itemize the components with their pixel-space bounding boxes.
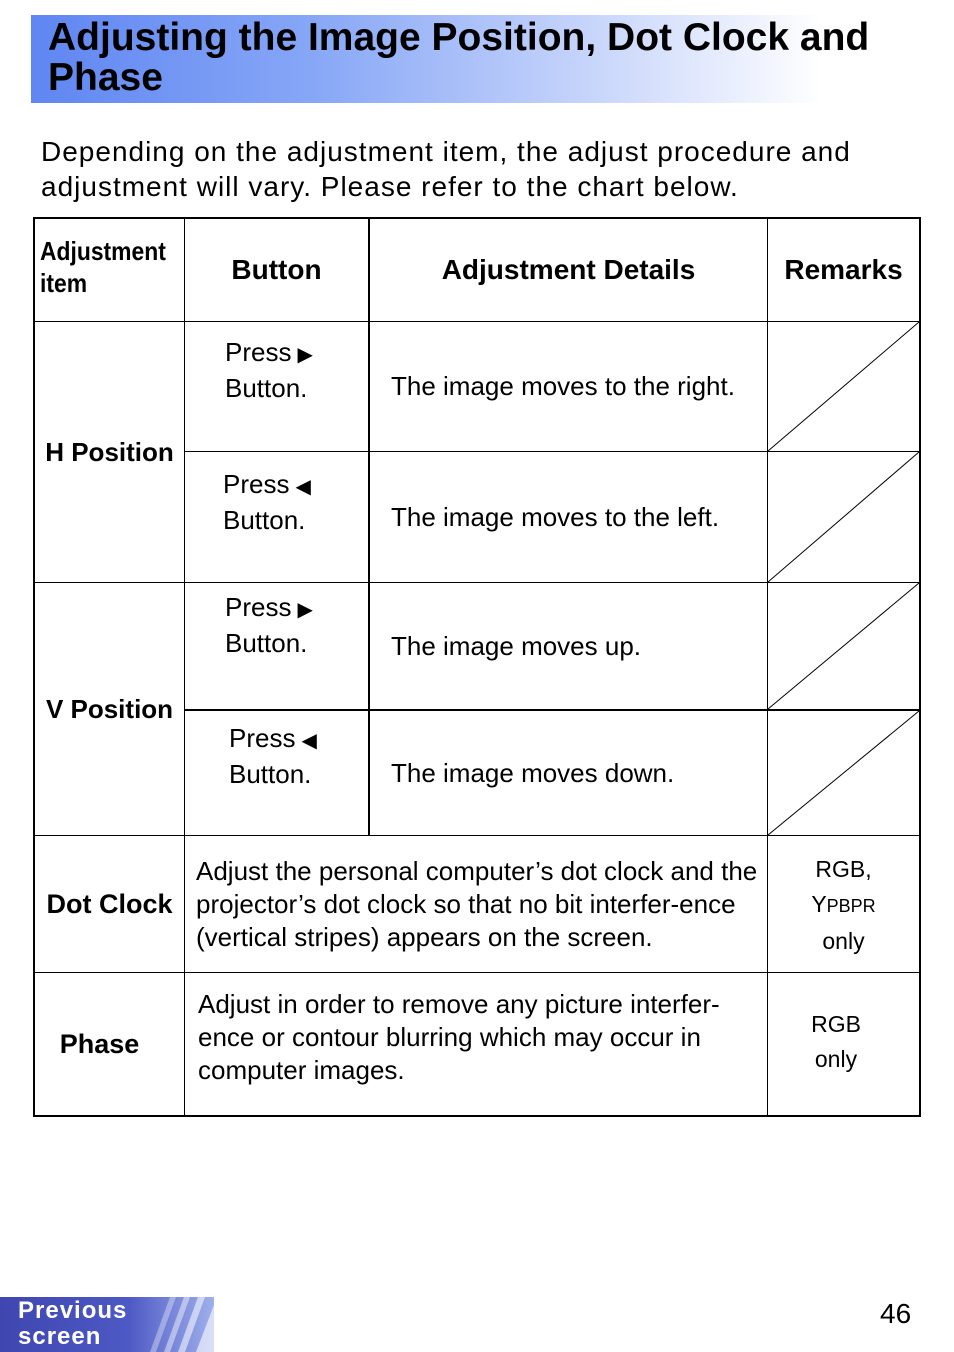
detail-moves-right: The image moves to the right. (391, 371, 735, 401)
page-number: 46 (880, 1298, 912, 1329)
detail-moves-left: The image moves to the left. (391, 501, 720, 532)
right-triangle-icon: ▶ (297, 344, 313, 366)
item-h-position: H Position (45, 436, 174, 467)
item-v-position: V Position (45, 693, 174, 724)
button-press-right-v: Press ▶ Button. (225, 592, 313, 658)
item-phase: Phase (59, 1028, 140, 1059)
detail-moves-down: The image moves down. (391, 757, 675, 788)
left-triangle-icon: ◀ (295, 476, 311, 498)
header-button: Button (231, 254, 322, 285)
left-triangle-icon: ◀ (301, 730, 317, 752)
remark-empty-slash (768, 322, 919, 451)
remark-phase: RGB only (811, 1011, 861, 1072)
button-press-right: Press ▶ Button. (225, 337, 313, 403)
remark-empty-slash (768, 452, 919, 582)
remark-empty-slash (768, 711, 919, 835)
previous-screen-label[interactable]: Previous screen (18, 1297, 128, 1350)
detail-moves-up: The image moves up. (391, 630, 642, 661)
header-adjustment-details: Adjustment Details (441, 254, 696, 285)
remark-empty-slash (768, 583, 919, 709)
header-remarks: Remarks (784, 254, 903, 285)
right-triangle-icon: ▶ (297, 599, 313, 621)
detail-phase: Adjust in order to remove any picture interfer-ence or contour blurring which may occur in computer images. (198, 988, 720, 1085)
button-press-left-v: Press ◀ Button. (229, 723, 317, 789)
detail-dot-clock: Adjust the personal computer’s dot clock and the projector’s dot clock so that no bit interfer-ence (vertical stripes) appears on the screen. (196, 855, 758, 952)
remark-dot-clock: RGB, YPBPR only (811, 856, 876, 954)
adjustment-table (33, 217, 921, 1117)
header-adjustment-item: Adjustment item (40, 236, 166, 298)
button-press-left: Press ◀ Button. (223, 469, 311, 535)
item-dot-clock: Dot Clock (46, 888, 173, 919)
page-title: Adjusting the Image Position, Dot Clock and Phase (48, 16, 870, 99)
intro-paragraph: Depending on the adjustment item, the adjust procedure and adjustment will vary. Please refer to the chart below. (41, 136, 851, 202)
